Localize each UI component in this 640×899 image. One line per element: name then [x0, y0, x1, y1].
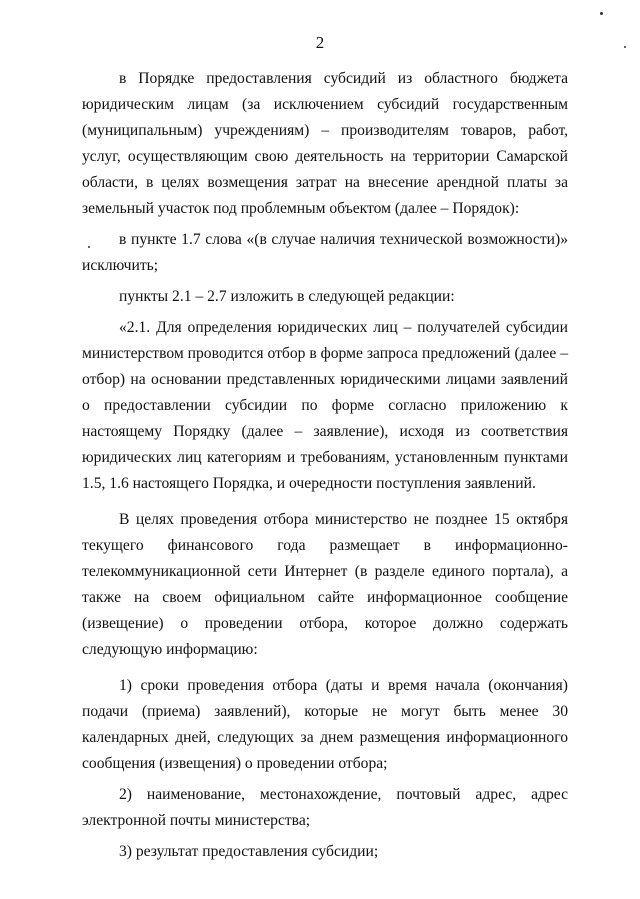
- scan-speck: [600, 12, 603, 15]
- paragraph-selection-notice: В целях проведения отбора министерство не позднее 15 октября текущего финансового года размещает в информационно-телекоммуникационной сети Интернет (в разделе единого портала), а также на своем официальном сайте информационное сообщение (извещение) о проведении отбора, которое должно содержать следующую информацию:: [82, 511, 568, 658]
- scan-speck: [88, 246, 90, 248]
- list-item-2: 2) наименование, местонахождение, почтовый адрес, адрес электронной почты министерства;: [82, 786, 568, 829]
- scan-speck: [624, 46, 626, 48]
- list-item-3: 3) результат предоставления субсидии;: [119, 843, 379, 860]
- paragraph-point-1-7: в пункте 1.7 слова «(в случае наличия технической возможности)» исключить;: [82, 231, 568, 274]
- list-item-1: 1) сроки проведения отбора (даты и время начала (окончания) подачи (приема) заявлений), которые не могут быть менее 30 календарных дней, следующих за днем размещения информационного сообщения (извещения) о проведении отбора;: [82, 677, 568, 772]
- paragraph-points-2-1-2-7: пункты 2.1 – 2.7 изложить в следующей редакции:: [119, 288, 455, 305]
- paragraph-2-1: «2.1. Для определения юридических лиц – получателей субсидии министерством проводится отбор в форме запроса предложений (далее – отбор) на основании представленных юридическими лицами заявлений о предоставлении субсидии по форме согласно приложению к настоящему Порядку (далее – заявление), исходя из соответствия юридических лиц категориям и требованиям, установленным пунктами 1.5, 1.6 настоящего Порядка, и очередности поступления заявлений.: [82, 319, 568, 492]
- page-number: 2: [315, 33, 325, 52]
- document-body: [82, 66, 568, 865]
- paragraph-order-title: в Порядке предоставления субсидий из областного бюджета юридическим лицам (за исключением субсидий государственным (муниципальным) учреждениям) – производителям товаров, работ, услуг, осуществляющим свою деятельность на территории Самарской области, в целях возмещения затрат на внесение арендной платы за земельный участок под проблемным объектом (далее – Порядок):: [82, 70, 568, 217]
